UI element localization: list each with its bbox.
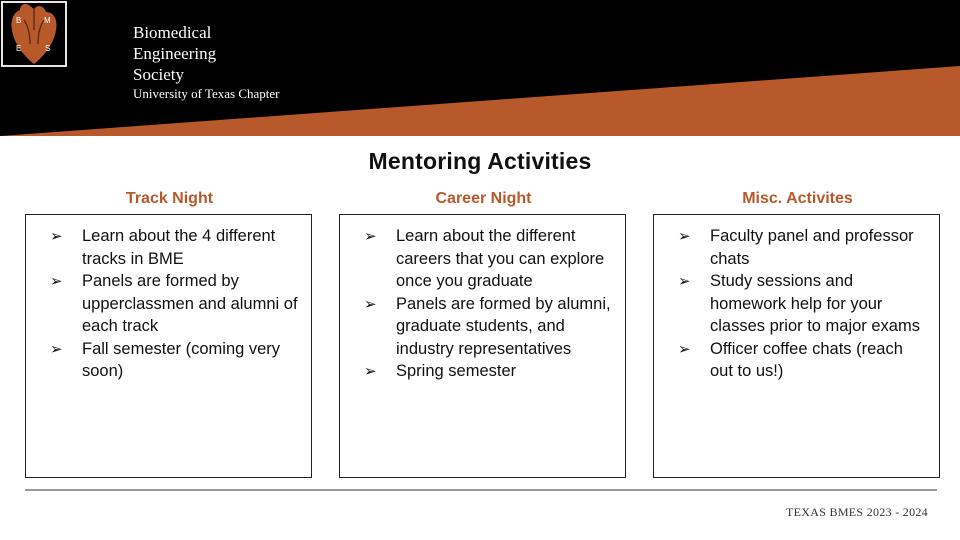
org-name-line3: Society: [133, 65, 184, 84]
list-item: [36, 338, 301, 383]
track-night-list: [26, 215, 311, 383]
list-item: [350, 225, 615, 293]
arrow-bullet-icon: ➢: [50, 339, 63, 358]
misc-activities-box: [653, 214, 940, 478]
logo-letter-m: M: [44, 16, 51, 25]
list-item: [664, 270, 929, 338]
column-title-track-night: Track Night: [125, 190, 214, 207]
column-title-misc-activities: Misc. Activites: [742, 190, 853, 207]
list-item-text: Learn about the different careers that you can explore once you graduate: [396, 227, 605, 290]
list-item: [350, 293, 615, 361]
list-item: [36, 225, 301, 270]
bmes-heart-logo: [0, 0, 68, 68]
arrow-bullet-icon: ➢: [678, 272, 691, 290]
org-name-line2: Engineering: [133, 44, 217, 63]
list-item-text: Fall semester (coming very soon): [82, 339, 281, 380]
misc-activities-list: [654, 215, 939, 383]
header-banner: [0, 0, 960, 136]
arrow-bullet-icon: ➢: [364, 227, 377, 245]
logo-letter-s: S: [45, 44, 51, 53]
list-item-text: Spring semester: [396, 362, 517, 380]
column-title-career-night: Career Night: [435, 190, 532, 207]
arrow-bullet-icon: ➢: [50, 272, 63, 290]
list-item: [664, 225, 929, 270]
career-night-box: [339, 214, 626, 478]
footer-text: TEXAS BMES 2023 - 2024: [786, 505, 928, 519]
list-item-text: Officer coffee chats (reach out to us!): [710, 339, 903, 380]
list-item: [350, 360, 615, 383]
list-item-text: Panels are formed by alumni, graduate students, and industry representatives: [396, 294, 611, 358]
org-chapter: University of Texas Chapter: [133, 86, 280, 101]
arrow-bullet-icon: ➢: [364, 294, 377, 313]
list-item: [664, 338, 929, 383]
org-name-block: [133, 22, 280, 102]
list-item: [36, 270, 301, 338]
list-item-text: Faculty panel and professor chats: [710, 227, 914, 268]
arrow-bullet-icon: ➢: [50, 227, 63, 245]
list-item-text: Study sessions and homework help for your classes prior to major exams: [710, 272, 920, 335]
logo-letter-b: B: [16, 16, 22, 25]
arrow-bullet-icon: ➢: [678, 339, 691, 358]
org-name-line1: Biomedical: [133, 23, 212, 42]
footer-divider: [25, 489, 937, 491]
page-title: Mentoring Activities: [368, 148, 592, 174]
arrow-bullet-icon: ➢: [364, 362, 377, 380]
track-night-box: [25, 214, 312, 478]
logo-letter-e: E: [16, 44, 22, 53]
list-item-text: Learn about the 4 different tracks in BME: [82, 227, 276, 268]
career-night-list: [340, 215, 625, 383]
list-item-text: Panels are formed by upperclassmen and alumni of each track: [82, 272, 298, 335]
arrow-bullet-icon: ➢: [678, 227, 691, 245]
